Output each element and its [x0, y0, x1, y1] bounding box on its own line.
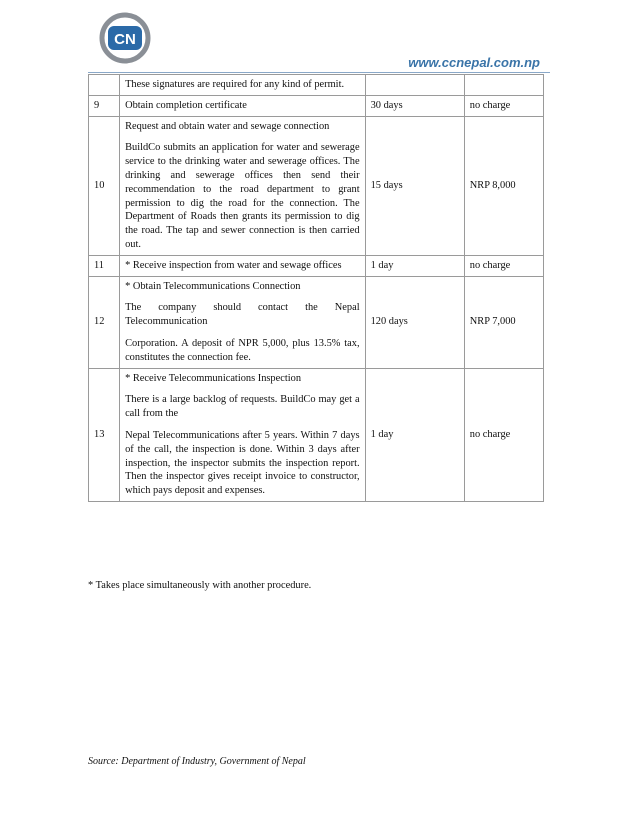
- footnote: * Takes place simultaneously with another procedure.: [88, 580, 312, 591]
- procedure-time: 15 days: [365, 116, 464, 255]
- procedure-cost: [464, 75, 543, 96]
- procedures-table: [88, 74, 544, 502]
- description-paragraph: * Receive inspection from water and sewage offices: [125, 259, 342, 271]
- procedure-cost: NRP 8,000: [464, 116, 543, 255]
- procedure-time: 1 day: [365, 368, 464, 501]
- procedure-time: 1 day: [365, 255, 464, 276]
- source-note: Source: Department of Industry, Government of Nepal: [88, 756, 306, 767]
- procedure-time: 120 days: [365, 276, 464, 368]
- description-paragraph: There is a large backlog of requests. BuildCo may get a call from the: [125, 394, 360, 420]
- procedure-number: 11: [89, 255, 120, 276]
- header-divider: [88, 72, 550, 73]
- table-row: [89, 368, 544, 501]
- procedure-number: 13: [89, 368, 120, 501]
- table-row: [89, 276, 544, 368]
- procedure-cost: no charge: [464, 255, 543, 276]
- table-row: [89, 255, 544, 276]
- description-paragraph: Corporation. A deposit of NPR 5,000, plus 13.5% tax, constitutes the connection fee.: [125, 337, 360, 363]
- description-paragraph: * Receive Telecommunications Inspection: [125, 372, 302, 384]
- procedure-description: [120, 276, 366, 368]
- procedure-time: [365, 75, 464, 96]
- procedure-description: [120, 95, 366, 116]
- procedure-time: 30 days: [365, 95, 464, 116]
- procedure-description: [120, 255, 366, 276]
- table-row: [89, 75, 544, 96]
- procedure-description: [120, 368, 366, 501]
- table-row: [89, 116, 544, 255]
- description-paragraph: BuildCo submits an application for water and sewerage service to the drinking water and sewerage offices. The drinking and sewerage offices then send their recommendation to the road department to grant permission to dig the road for the connection. The Department of Roads then grants its permission to dig the road. The tap and sewer connection is then carried out.: [125, 142, 360, 250]
- procedure-number: 9: [89, 95, 120, 116]
- description-paragraph: The company should contact the Nepal Telecommunication: [125, 302, 360, 328]
- procedure-cost: no charge: [464, 95, 543, 116]
- procedure-description: [120, 75, 366, 96]
- site-url[interactable]: www.ccnepal.com.np: [408, 55, 540, 70]
- description-paragraph: Obtain completion certificate: [125, 99, 247, 111]
- procedure-cost: no charge: [464, 368, 543, 501]
- procedure-number: 12: [89, 276, 120, 368]
- logo-text: CN: [114, 31, 136, 48]
- description-paragraph: Request and obtain water and sewage connection: [125, 120, 330, 132]
- procedure-description: [120, 116, 366, 255]
- table-row: [89, 95, 544, 116]
- procedure-number: 10: [89, 116, 120, 255]
- description-paragraph: * Obtain Telecommunications Connection: [125, 280, 301, 292]
- procedure-number: [89, 75, 120, 96]
- description-paragraph: Nepal Telecommunications after 5 years. Within 7 days of the call, the inspection is done. Within 3 days after inspection, the inspector submits the inspection report. Then the inspector gives receipt invoice to constructor, which pays deposit and expenses.: [125, 429, 360, 497]
- description-paragraph: These signatures are required for any kind of permit.: [125, 79, 345, 90]
- procedure-cost: NRP 7,000: [464, 276, 543, 368]
- company-logo: [90, 12, 160, 64]
